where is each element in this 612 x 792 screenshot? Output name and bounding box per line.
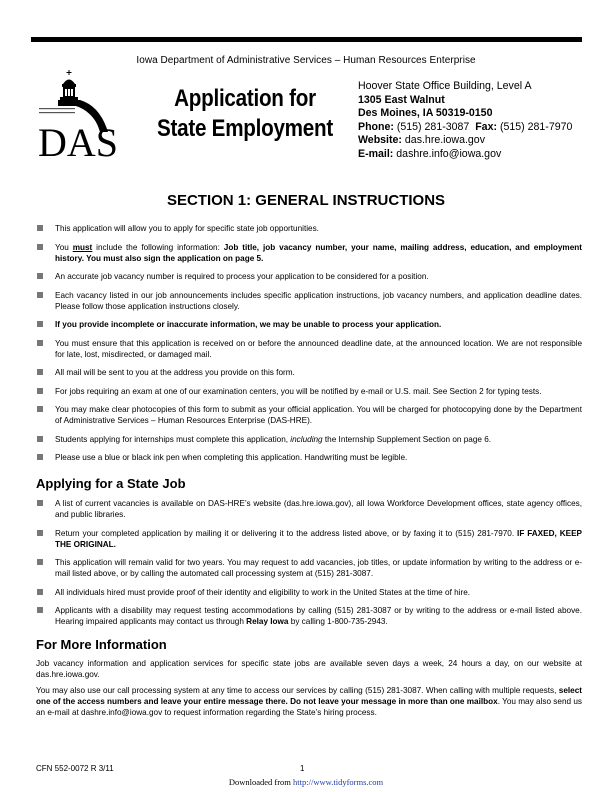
list-item: An accurate job vacancy number is required to process your application to be considered for a position. — [36, 271, 582, 282]
phone-value: (515) 281-3087 — [396, 120, 470, 133]
list-item: If you provide incomplete or inaccurate information, we may be unable to process your application. — [36, 319, 582, 330]
header-rule — [31, 37, 582, 42]
square-bullet-icon — [37, 500, 43, 506]
contact-street: 1305 East Walnut — [358, 93, 445, 106]
list-item: A list of current vacancies is available on DAS-HRE’s website (das.hre.iowa.gov), all Iowa Workforce Development offices, state agency offices, and public libraries. — [36, 498, 582, 520]
more-info-paragraph-1: Job vacancy information and application services for specific state jobs are available seven days a week, 24 hours a day, on our website at das.hre.iowa.gov. — [36, 659, 582, 679]
square-bullet-icon — [37, 559, 43, 565]
general-instructions-list — [36, 223, 582, 471]
list-item: Students applying for internships must complete this application, including the Internship Supplement Section on page 6. — [36, 434, 582, 445]
title-line-2: State Employment — [157, 115, 333, 142]
square-bullet-icon — [37, 321, 43, 327]
email-value[interactable]: dashre.info@iowa.gov — [396, 147, 502, 160]
department-name: Iowa Department of Administrative Services – Human Resources Enterprise — [136, 55, 476, 66]
square-bullet-icon — [37, 244, 43, 250]
list-item: Return your completed application by mailing it or delivering it to the address listed above, or by faxing it to (515) 281-7970. IF FAXED, KEEP THE ORIGINAL. — [36, 528, 582, 550]
page-number: 1 — [300, 764, 305, 773]
square-bullet-icon — [37, 273, 43, 279]
contact-email-line — [358, 148, 572, 162]
email-label: E-mail: — [358, 147, 394, 160]
list-item: You may make clear photocopies of this form to submit as your official application. You will be charged for photocopying done by the Department of Administrative Services – Human Resources Enterprise (DAS-HRE). — [36, 404, 582, 426]
list-item: Please use a blue or black ink pen when completing this application. Handwriting must be legible. — [36, 452, 582, 463]
square-bullet-icon — [37, 530, 43, 536]
square-bullet-icon — [37, 406, 43, 412]
square-bullet-icon — [37, 369, 43, 375]
list-item: This application will remain valid for two years. You may request to add vacancies, job titles, or update information by writing to the address or e-mail listed above, or by calling the automated call processing system at (515) 281-3087. — [36, 557, 582, 579]
title-line-1: Application for — [174, 85, 316, 112]
form-number: CFN 552-0072 R 3/11 — [36, 764, 114, 773]
list-item: This application will allow you to apply for specific state job opportunities. — [36, 223, 582, 234]
contact-website-line — [358, 134, 572, 148]
logo-letters: DAS — [38, 120, 118, 158]
square-bullet-icon — [37, 589, 43, 595]
more-info-paragraph-2: You may also use our call processing system at any time to access our services by calling (515) 281-3087. When calling with multiple requests, select one of the access numbers and leave your entire message there. Do not leave your message in more than one mailbox. You may also send us an e-mail at dashre.info@iowa.gov to request information regarding the State’s hiring process. — [36, 686, 582, 717]
list-item: All individuals hired must provide proof of their identity and eligibility to work in the United States at the time of hire. — [36, 587, 582, 598]
square-bullet-icon — [37, 340, 43, 346]
contact-building: Hoover State Office Building, Level A — [358, 80, 532, 92]
more-info-heading: For More Information — [36, 637, 167, 652]
download-label: Downloaded from — [228, 777, 294, 787]
list-item: All mail will be sent to you at the address you provide on this form. — [36, 367, 582, 378]
phone-label: Phone: — [358, 120, 394, 133]
square-bullet-icon — [37, 436, 43, 442]
square-bullet-icon — [37, 388, 43, 394]
download-link[interactable]: http://www.tidyforms.com — [293, 777, 384, 787]
list-item: You must include the following information: Job title, job vacancy number, your name, mailing address, education, and employment history. You must also sign the application on page 5. — [36, 242, 582, 264]
contact-city: Des Moines, IA 50319-0150 — [358, 107, 493, 119]
square-bullet-icon — [37, 454, 43, 460]
das-logo — [36, 70, 120, 158]
square-bullet-icon — [37, 607, 43, 613]
list-item: You must ensure that this application is received on or before the announced deadline date, at the announced location. We are not responsible for late, lost, misdirected, or damaged mail. — [36, 338, 582, 360]
list-item: For jobs requiring an exam at one of our examination centers, you will be notified by e-mail or U.S. mail. See Section 2 for typing tests. — [36, 386, 582, 397]
website-value[interactable]: das.hre.iowa.gov — [404, 134, 485, 146]
website-label: Website: — [358, 134, 402, 146]
list-item: Each vacancy listed in our job announcements includes specific application instructions, job vacancy numbers, and application deadline dates. Please follow those application instructions closely. — [36, 290, 582, 312]
download-notice — [0, 777, 612, 787]
square-bullet-icon — [37, 292, 43, 298]
fax-value: (515) 281-7970 — [499, 120, 573, 133]
square-bullet-icon — [37, 225, 43, 231]
contact-block — [358, 80, 572, 161]
contact-phone-line — [358, 121, 572, 135]
applying-heading: Applying for a State Job — [36, 476, 186, 491]
form-title — [155, 84, 336, 144]
section-title: SECTION 1: GENERAL INSTRUCTIONS — [166, 192, 446, 209]
list-item: Applicants with a disability may request testing accommodations by calling (515) 281-3087 or by writing to the address or e-mail listed above. Hearing impaired applicants may contact us through Relay Iowa by calling 1-800-735-2943. — [36, 605, 582, 627]
fax-label: Fax: — [475, 120, 497, 133]
applying-list — [36, 498, 582, 635]
